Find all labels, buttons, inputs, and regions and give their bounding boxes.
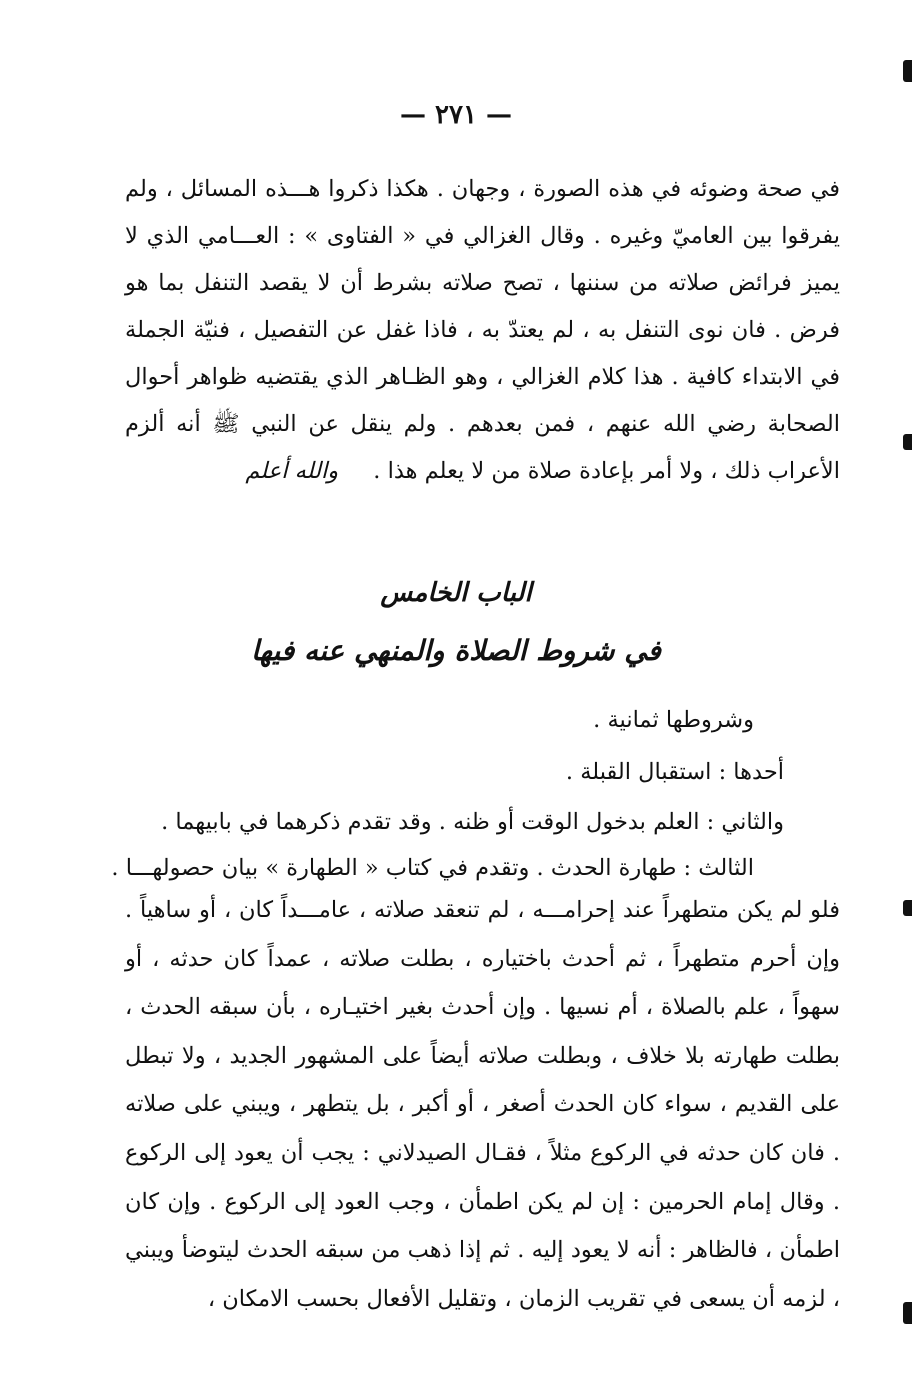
scan-edge-mark: [903, 1302, 912, 1324]
closing-phrase: والله أعلم: [245, 458, 339, 484]
condition-second: والثاني : العلم بدخول الوقت أو ظنه . وقد تقدم ذكرهما في بابيهما .: [161, 809, 784, 835]
scan-edge-mark: [903, 60, 912, 82]
body-paragraph: فلو لم يكن متطهراً عند إحرامـــه ، لم تنعقد صلاته ، عامـــداً كان ، أو ساهياً . وإن أحرم متطهراً ، ثم أحدث باختياره ، بطلت صلاته ، عمداً كان حدثه ، أو سهواً ، علم بالصلاة ، أم نسيها . وإن أحدث بغير اختيـاره ، بأن سبقه الحدث ، بطلت طهارته بلا خلاف ، وبطلت صلاته أيضاً على المشهور الجديد ، ولا تبطل على القديم ، سواء كان الحدث أصغر ، أو أكبر ، بل يتطهر ، ويبني على صلاته . فان كان حدثه في الركوع مثلاً ، فقـال الصيدلاني : يجب أن يعود إلى الركوع . وقال إمام الحرمين : إن لم يكن اطمأن ، وجب العود إلى الركوع . وإن كان اطمأن ، فالظاهر : أنه لا يعود إليه . ثم إذا ذهب من سبقه الحدث ليتوضأ ويبني ، لزمه أن يسعى في تقريب الزمان ، وتقليل الأفعال بحسب الامكان ،: [125, 897, 840, 1312]
conditions-intro: وشروطها ثمانية .: [593, 707, 754, 733]
chapter-subtitle: في شروط الصلاة والمنهي عنه فيها: [251, 634, 661, 667]
condition-third: الثالث : طهارة الحدث . وتقدم في كتاب « الطهارة » بيان حصولهـــا .: [111, 855, 754, 881]
scan-edge-mark: [903, 434, 912, 450]
scan-edge-mark: [903, 900, 912, 916]
opening-paragraph: [125, 166, 840, 495]
condition-first: أحدها : استقبال القبلة .: [565, 759, 784, 785]
page-number: — ٢٧١ —: [399, 100, 513, 130]
paragraph-text: في صحة وضوئه في هذه الصورة ، وجهان . هكذا ذكروا هـــذه المسائل ، ولم يفرقوا بين العاميّ وغيره . وقال الغزالي في « الفتاوى » : العـــامي الذي لا يميز فرائض صلاته من سننها ، تصح صلاته بشرط أن لا يقصد التنفل بما هو فرض . فان نوى التنفل به ، لم يعتدّ به ، فاذا غفل عن التفصيل ، فنيّة الجملة في الابتداء كافية . هذا كلام الغزالي ، وهو الظـاهر الذي يقتضيه ظواهر أحوال الصحابة رضي الله عنهم ، فمن بعدهم . ولم ينقل عن النبي ﷺ أنه ألزم الأعراب ذلك ، ولا أمر بإعادة صلاة من لا يعلم هذا .: [125, 176, 840, 484]
chapter-title: الباب الخامس: [380, 578, 532, 608]
